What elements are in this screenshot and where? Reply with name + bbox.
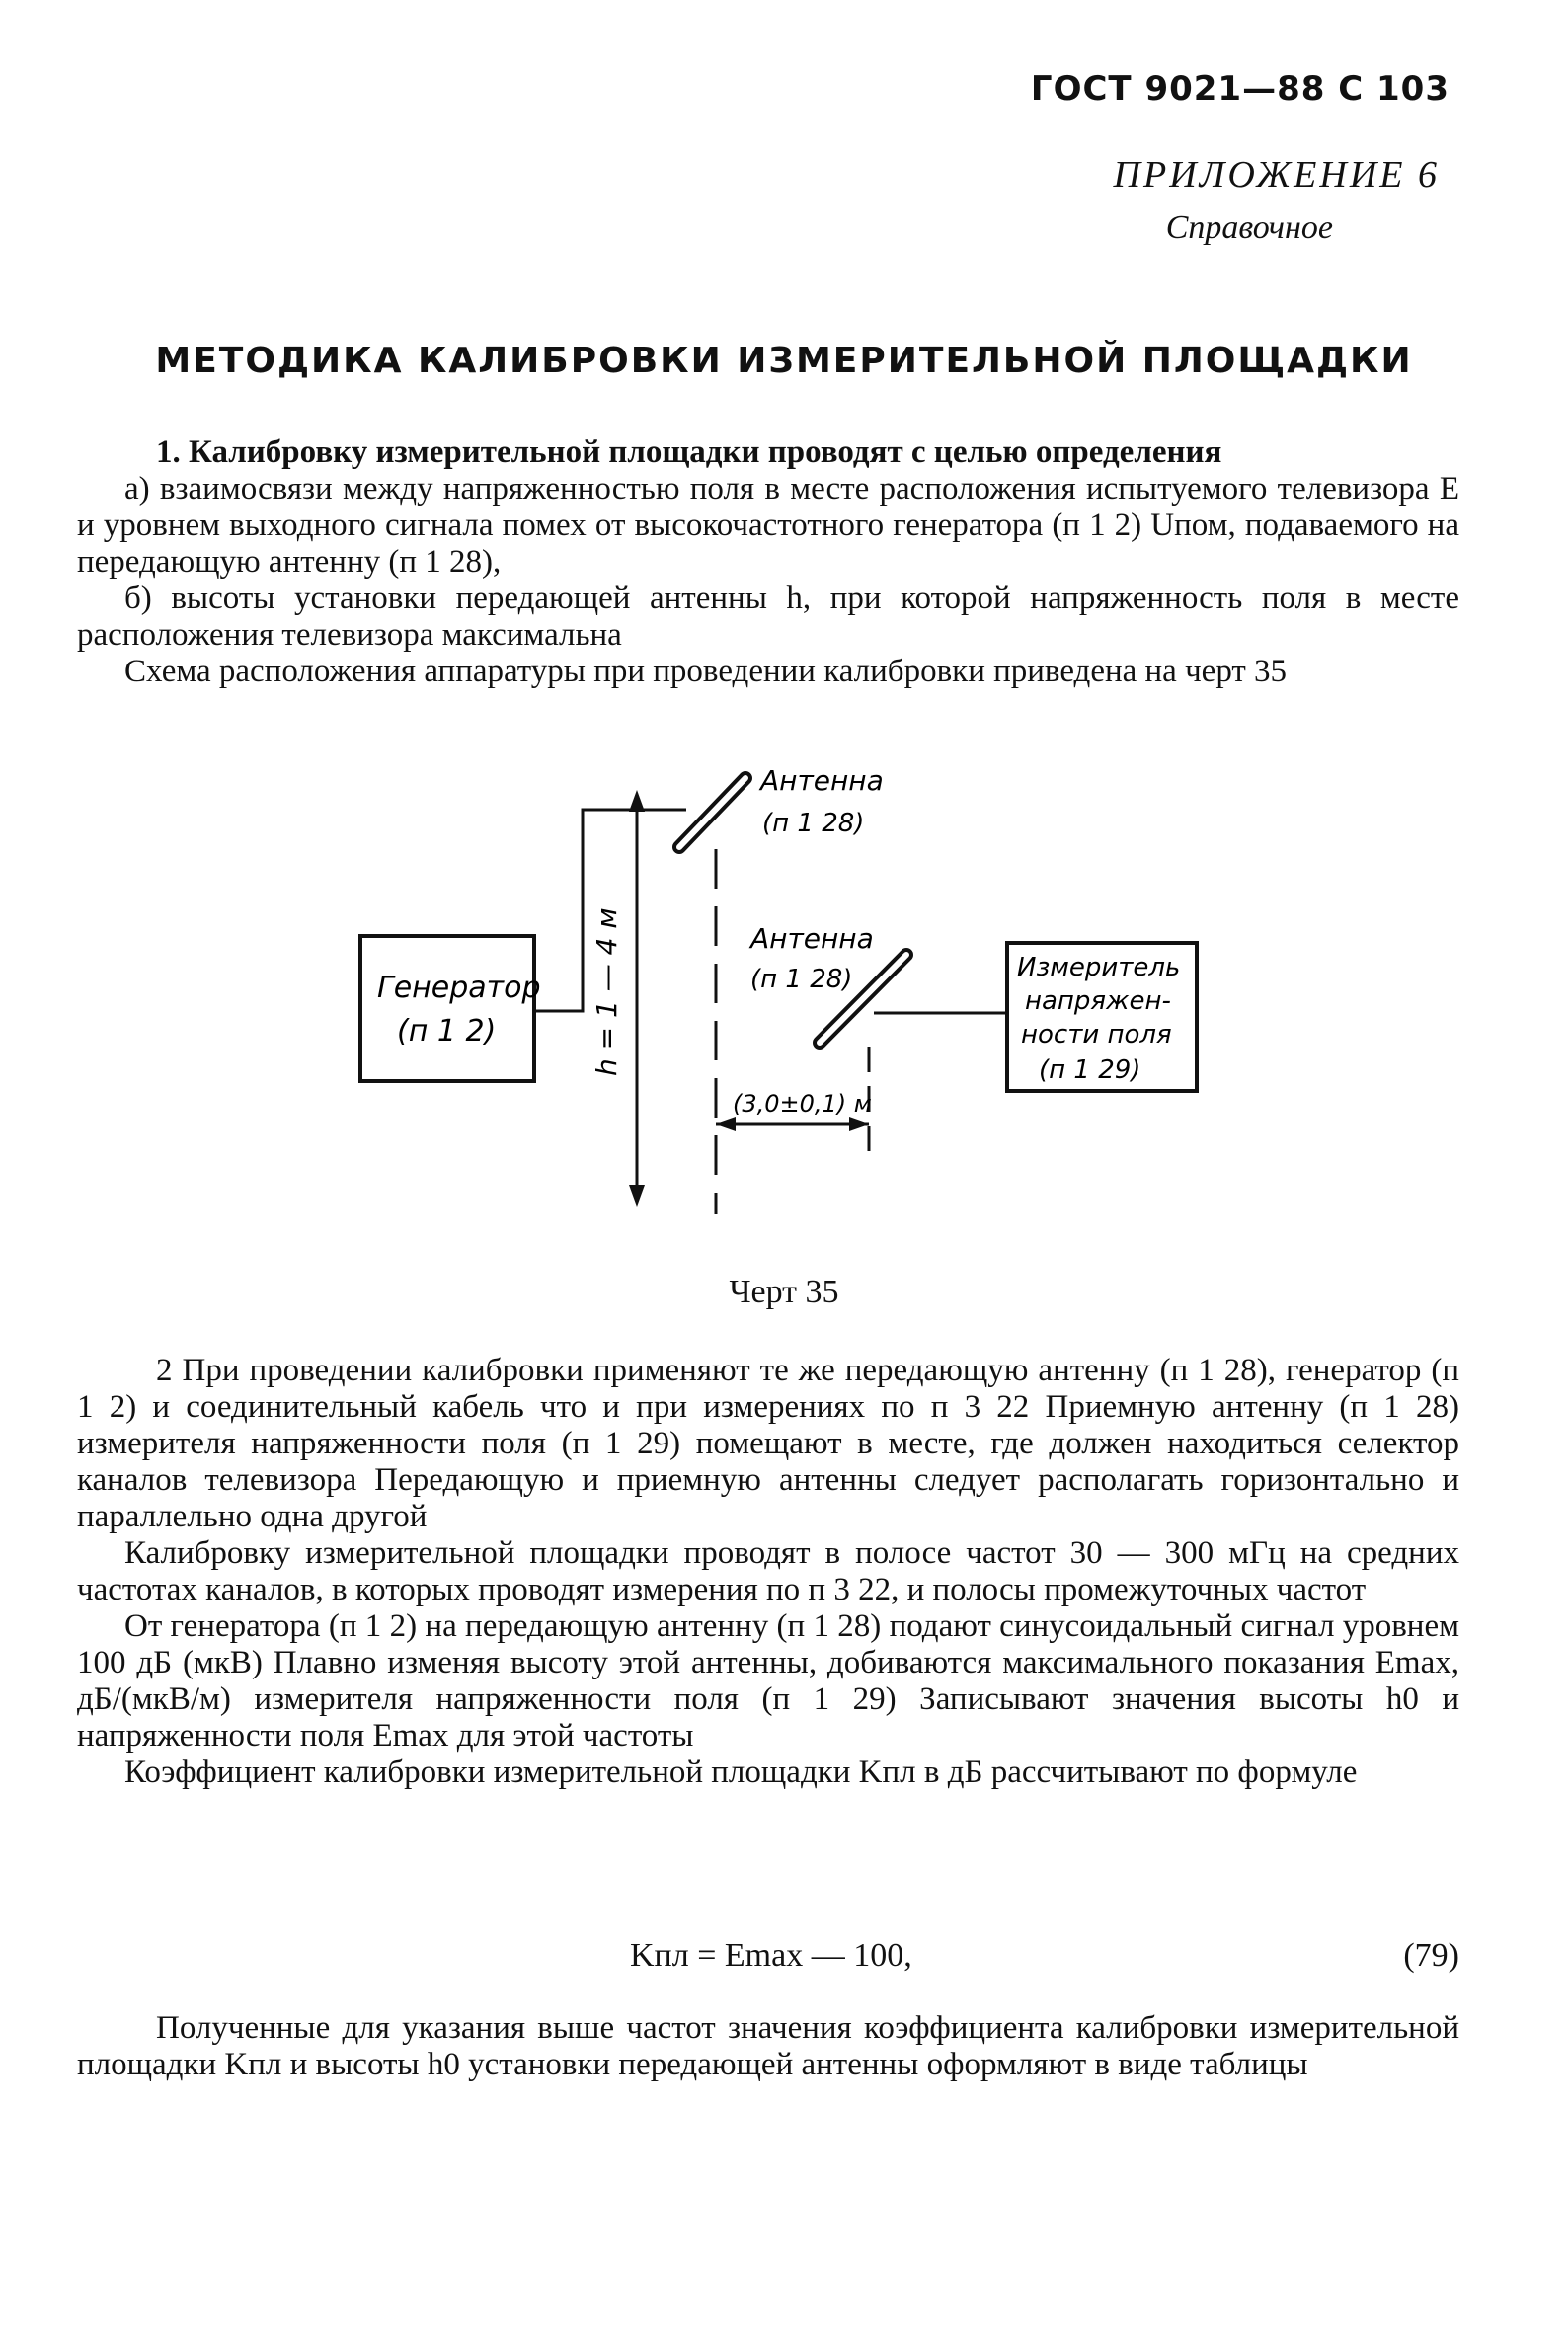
height-arrow-bottom-head xyxy=(629,1185,645,1207)
receiving-antenna-label: Антенна xyxy=(750,922,874,955)
calibration-setup-diagram xyxy=(346,750,1234,1234)
field-meter-label-line1: Измеритель xyxy=(1017,953,1181,982)
paragraph-results-table: Полученные для указания выше частот значения коэффициента калибровки измерительной площадки Kпл и высоты h0 установки передающей антенны оформляют в виде таблицы xyxy=(77,2010,1459,2082)
generator-label: Генератор xyxy=(377,971,541,1005)
formula-number: (79) xyxy=(1403,1937,1459,1974)
generator-box xyxy=(360,936,534,1081)
formula-expression: Kпл = Emax — 100, xyxy=(630,1937,912,1974)
standard-reference: ГОСТ 9021—88 С 103 xyxy=(1030,69,1450,109)
field-meter-ref: (п 1 29) xyxy=(1039,1055,1141,1085)
paragraph-item-b: б) высоты установки передающей антенны h, при которой напряженность поля в месте расположения телевизора максимальна xyxy=(77,581,1459,653)
procedure-text-block xyxy=(77,1353,1459,1791)
paragraph-equipment: 2 При проведении калибровки применяют те же передающую антенну (п 1 28), генератор (п 1 2) и соединительный кабель что и при измерениях по п 3 22 Приемную антенну (п 1 28) измерителя напряженности поля (п 1 29) помещают в месте, где должен находиться селектор каналов телевизора Передающую и приемную антенны следует располагать горизонтально и параллельно одна другой xyxy=(77,1353,1459,1534)
transmitting-antenna-ref: (п 1 28) xyxy=(762,809,865,838)
paragraph-scheme-reference: Схема расположения аппаратуры при проведении калибровки приведена на черт 35 xyxy=(124,654,1288,689)
paragraph-coefficient-intro: Коэффициент калибровки измерительной площадки Kпл в дБ рассчитывают по формуле xyxy=(124,1755,1358,1790)
generator-ref-label: (п 1 2) xyxy=(397,1014,497,1049)
height-label: h = 1 — 4 м xyxy=(590,907,623,1076)
appendix-subtitle: Справочное xyxy=(1165,209,1333,246)
intro-text-block xyxy=(77,434,1459,690)
paragraph-item-a: а) взаимосвязи между напряженностью поля в месте расположения испытуемого телевизора E и уровнем выходного сигнала помех от высокочастотного генератора (п 1 2) Uпом, подаваемого на передающую антенну (п 1 28), xyxy=(77,471,1459,580)
results-text-block xyxy=(77,2010,1459,2083)
distance-arrow-right-head xyxy=(849,1117,869,1131)
figure-caption: Черт 35 xyxy=(729,1274,839,1310)
diagram-svg xyxy=(346,750,1234,1234)
distance-label: (3,0±0,1) м xyxy=(733,1090,872,1118)
appendix-title: ПРИЛОЖЕНИЕ 6 xyxy=(1113,154,1440,195)
paragraph-signal-procedure: От генератора (п 1 2) на передающую антенну (п 1 28) подают синусоидальный сигнал уровнем 100 дБ (мкВ) Плавно изменяя высоту этой антенны, добиваются максимального показания Emax, дБ/(мкВ/м) измерителя напряженности поля (п 1 29) Записывают значения высоты h0 и напряженности поля Emax для этой частоты xyxy=(77,1608,1459,1754)
distance-arrow-left-head xyxy=(716,1117,736,1131)
formula-79 xyxy=(77,1937,1459,1981)
paragraph-purpose: 1. Калибровку измерительной площадки проводят с целью определения xyxy=(156,434,1222,470)
paragraph-frequency-band: Калибровку измерительной площадки проводят в полосе частот 30 — 300 мГц на средних частотах каналов, в которых проводят измерения по п 3 22, и полосы промежуточных частот xyxy=(77,1535,1459,1607)
receiving-antenna-ref: (п 1 28) xyxy=(750,965,853,994)
field-meter-label-line3: ности поля xyxy=(1021,1020,1172,1050)
field-meter-label-line2: напряжен- xyxy=(1025,986,1171,1016)
height-arrow-top-head xyxy=(629,790,645,812)
section-title: МЕТОДИКА КАЛИБРОВКИ ИЗМЕРИТЕЛЬНОЙ ПЛОЩАДКИ xyxy=(155,341,1413,381)
transmitting-antenna-label: Антенна xyxy=(760,764,884,797)
